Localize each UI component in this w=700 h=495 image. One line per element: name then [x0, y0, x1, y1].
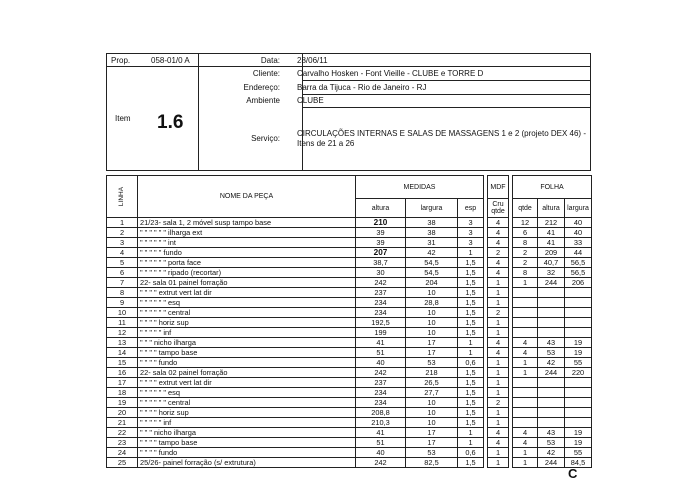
cell-folha-largura	[565, 398, 592, 408]
cell-folha-altura	[538, 328, 565, 338]
cell-folha-qtde: 2	[513, 258, 538, 268]
cell-esp: 1,5	[458, 408, 484, 418]
cell-linha: 15	[107, 358, 138, 368]
table-row	[107, 298, 592, 308]
header-block	[106, 53, 591, 171]
endereco-label: Endereço:	[243, 83, 280, 92]
cell-altura: 207	[356, 248, 406, 258]
cell-cru-qtde: 1	[488, 378, 509, 388]
cell-nome: " " " " horiz sup	[138, 318, 356, 328]
cell-nome: " " " " " inf	[138, 328, 356, 338]
col-header-mdf: MDF	[488, 176, 509, 199]
cell-folha-largura	[565, 388, 592, 398]
cell-folha-altura: 244	[538, 458, 565, 468]
table-row	[107, 228, 592, 238]
cell-folha-qtde: 2	[513, 248, 538, 258]
cell-folha-largura	[565, 288, 592, 298]
cell-esp: 1	[458, 338, 484, 348]
cell-folha-largura: 55	[565, 448, 592, 458]
cell-folha-largura: 19	[565, 438, 592, 448]
cell-folha-largura: 55	[565, 358, 592, 368]
cell-folha-largura: 19	[565, 428, 592, 438]
cell-largura: 10	[406, 328, 458, 338]
cell-nome: " " " " " " central	[138, 308, 356, 318]
cell-folha-altura	[538, 298, 565, 308]
cell-largura: 82,5	[406, 458, 458, 468]
cell-cru-qtde: 4	[488, 438, 509, 448]
cell-nome: " " " " horiz sup	[138, 408, 356, 418]
endereco-value: Barra da Tijuca - Rio de Janeiro - RJ	[297, 83, 427, 92]
cell-linha: 22	[107, 428, 138, 438]
cell-altura: 234	[356, 398, 406, 408]
cell-cru-qtde: 1	[488, 328, 509, 338]
cell-cru-qtde: 1	[488, 388, 509, 398]
cell-folha-altura: 212	[538, 218, 565, 228]
cell-linha: 23	[107, 438, 138, 448]
cell-altura: 237	[356, 378, 406, 388]
cell-folha-qtde: 4	[513, 338, 538, 348]
cell-linha: 10	[107, 308, 138, 318]
cell-cru-qtde: 4	[488, 268, 509, 278]
sub-header-qtde: qtde	[513, 199, 538, 218]
cell-folha-altura	[538, 308, 565, 318]
cell-folha-qtde: 1	[513, 358, 538, 368]
cell-nome: 25/26- painel forração (s/ extrutura)	[138, 458, 356, 468]
cell-folha-qtde	[513, 318, 538, 328]
cell-esp: 3	[458, 228, 484, 238]
cell-altura: 192,5	[356, 318, 406, 328]
cell-cru-qtde: 4	[488, 338, 509, 348]
col-header-medidas: MEDIDAS	[356, 176, 484, 199]
cell-nome: " " " " fundo	[138, 358, 356, 368]
cell-folha-altura: 32	[538, 268, 565, 278]
cell-largura: 17	[406, 338, 458, 348]
cell-largura: 10	[406, 408, 458, 418]
cell-cru-qtde: 2	[488, 308, 509, 318]
cell-folha-qtde	[513, 418, 538, 428]
cell-largura: 53	[406, 358, 458, 368]
cell-esp: 1	[458, 438, 484, 448]
cell-nome: " " " " " " esq	[138, 298, 356, 308]
cell-linha: 16	[107, 368, 138, 378]
cell-esp: 1,5	[458, 288, 484, 298]
cell-nome: " " " " tampo base	[138, 438, 356, 448]
table-row	[107, 318, 592, 328]
cell-folha-largura	[565, 298, 592, 308]
table-row	[107, 418, 592, 428]
table-row	[107, 388, 592, 398]
cell-folha-altura	[538, 418, 565, 428]
cell-nome: " " " " tampo base	[138, 348, 356, 358]
parts-table	[106, 175, 592, 468]
table-row	[107, 328, 592, 338]
cell-folha-largura: 206	[565, 278, 592, 288]
cell-nome: " " " " " inf	[138, 418, 356, 428]
cell-folha-largura: 44	[565, 248, 592, 258]
cell-folha-qtde	[513, 388, 538, 398]
cell-linha: 21	[107, 418, 138, 428]
cell-altura: 210,3	[356, 418, 406, 428]
cell-folha-largura: 40	[565, 228, 592, 238]
data-label: Data:	[260, 56, 280, 65]
cell-esp: 0,6	[458, 358, 484, 368]
cell-folha-largura: 56,5	[565, 268, 592, 278]
cell-cru-qtde: 1	[488, 458, 509, 468]
cell-folha-altura: 41	[538, 238, 565, 248]
cell-esp: 1,5	[458, 418, 484, 428]
cell-esp: 1,5	[458, 318, 484, 328]
cell-altura: 234	[356, 298, 406, 308]
cell-folha-altura	[538, 408, 565, 418]
cell-largura: 54,5	[406, 258, 458, 268]
cell-folha-qtde: 1	[513, 368, 538, 378]
cell-cru-qtde: 1	[488, 298, 509, 308]
cell-altura: 237	[356, 288, 406, 298]
cell-altura: 40	[356, 448, 406, 458]
cell-largura: 10	[406, 398, 458, 408]
cell-linha: 1	[107, 218, 138, 228]
cell-esp: 1,5	[458, 378, 484, 388]
cell-largura: 10	[406, 308, 458, 318]
cell-folha-largura: 220	[565, 368, 592, 378]
cell-folha-qtde	[513, 308, 538, 318]
cell-altura: 242	[356, 278, 406, 288]
cell-altura: 199	[356, 328, 406, 338]
cell-largura: 54,5	[406, 268, 458, 278]
table-row	[107, 358, 592, 368]
cell-esp: 1,5	[458, 458, 484, 468]
sub-header-cru-qtde: Cru qtde	[488, 199, 509, 218]
cell-nome: " " " nicho ilharga	[138, 338, 356, 348]
table-row	[107, 308, 592, 318]
cell-folha-qtde: 1	[513, 448, 538, 458]
cell-nome: " " " " extrut vert lat dir	[138, 378, 356, 388]
cell-largura: 17	[406, 428, 458, 438]
cell-largura: 31	[406, 238, 458, 248]
prop-label: Prop.	[111, 56, 131, 65]
cell-largura: 10	[406, 318, 458, 328]
table-row	[107, 238, 592, 248]
cell-altura: 210	[356, 218, 406, 228]
cell-folha-altura: 42	[538, 358, 565, 368]
table-row	[107, 218, 592, 228]
cell-folha-largura	[565, 328, 592, 338]
cell-altura: 40	[356, 358, 406, 368]
cell-cru-qtde: 4	[488, 228, 509, 238]
table-row	[107, 438, 592, 448]
page-mark: C	[568, 466, 578, 481]
cell-nome: " " " " extrut vert lat dir	[138, 288, 356, 298]
cell-folha-qtde: 6	[513, 228, 538, 238]
cell-largura: 38	[406, 228, 458, 238]
cell-nome: " " " " " " int	[138, 238, 356, 248]
cell-folha-qtde: 4	[513, 438, 538, 448]
table-row	[107, 448, 592, 458]
cell-nome: " " " " " " central	[138, 398, 356, 408]
cell-nome: 21/23- sala 1, 2 móvel susp tampo base	[138, 218, 356, 228]
cell-cru-qtde: 2	[488, 398, 509, 408]
table-row	[107, 348, 592, 358]
cell-linha: 6	[107, 268, 138, 278]
cell-largura: 218	[406, 368, 458, 378]
ambiente-label: Ambiente	[246, 96, 280, 105]
cell-nome: " " " " " " porta face	[138, 258, 356, 268]
cell-folha-largura	[565, 408, 592, 418]
cell-esp: 1,5	[458, 278, 484, 288]
cell-folha-qtde: 4	[513, 348, 538, 358]
cell-folha-altura: 244	[538, 278, 565, 288]
cell-altura: 234	[356, 308, 406, 318]
sub-header-folha-altura: altura	[538, 199, 565, 218]
cell-nome: 22- sala 01 painel forração	[138, 278, 356, 288]
table-row	[107, 338, 592, 348]
cell-folha-largura: 56,5	[565, 258, 592, 268]
cell-linha: 19	[107, 398, 138, 408]
cell-folha-altura	[538, 398, 565, 408]
cell-folha-altura: 42	[538, 448, 565, 458]
cell-altura: 41	[356, 428, 406, 438]
cell-esp: 3	[458, 218, 484, 228]
cell-altura: 208,8	[356, 408, 406, 418]
cell-folha-qtde: 8	[513, 238, 538, 248]
cell-largura: 204	[406, 278, 458, 288]
cell-folha-qtde	[513, 398, 538, 408]
cell-cru-qtde: 4	[488, 258, 509, 268]
cell-largura: 17	[406, 348, 458, 358]
cell-esp: 1,5	[458, 388, 484, 398]
cell-linha: 4	[107, 248, 138, 258]
cell-largura: 27,7	[406, 388, 458, 398]
cell-folha-largura: 84,5	[565, 458, 592, 468]
sub-header-folha-largura: largura	[565, 199, 592, 218]
cell-nome: " " " nicho ilharga	[138, 428, 356, 438]
cell-altura: 30	[356, 268, 406, 278]
table-row	[107, 408, 592, 418]
cell-altura: 51	[356, 438, 406, 448]
cell-esp: 1,5	[458, 368, 484, 378]
ambiente-value: CLUBE	[297, 96, 324, 105]
cell-folha-largura: 33	[565, 238, 592, 248]
table-row	[107, 428, 592, 438]
cell-esp: 1,5	[458, 328, 484, 338]
table-row	[107, 278, 592, 288]
cell-altura: 242	[356, 368, 406, 378]
table-row	[107, 378, 592, 388]
cell-folha-altura: 41	[538, 228, 565, 238]
data-value: 28/06/11	[297, 56, 328, 65]
cell-folha-altura	[538, 288, 565, 298]
table-row	[107, 268, 592, 278]
cell-esp: 1	[458, 348, 484, 358]
table-row	[107, 288, 592, 298]
cell-cru-qtde: 1	[488, 448, 509, 458]
cell-linha: 17	[107, 378, 138, 388]
cell-largura: 10	[406, 418, 458, 428]
cell-nome: " " " " " " esq	[138, 388, 356, 398]
cell-esp: 1,5	[458, 258, 484, 268]
cell-folha-qtde	[513, 328, 538, 338]
cell-cru-qtde: 1	[488, 368, 509, 378]
cell-linha: 2	[107, 228, 138, 238]
cell-folha-largura	[565, 378, 592, 388]
cell-altura: 39	[356, 238, 406, 248]
cell-linha: 5	[107, 258, 138, 268]
cell-largura: 38	[406, 218, 458, 228]
cell-cru-qtde: 4	[488, 238, 509, 248]
cell-cru-qtde: 1	[488, 358, 509, 368]
table-row	[107, 398, 592, 408]
cell-largura: 42	[406, 248, 458, 258]
cell-linha: 9	[107, 298, 138, 308]
cell-folha-largura	[565, 318, 592, 328]
cell-esp: 0,6	[458, 448, 484, 458]
cell-esp: 3	[458, 238, 484, 248]
cell-esp: 1,5	[458, 298, 484, 308]
cell-esp: 1	[458, 248, 484, 258]
cell-folha-largura: 19	[565, 338, 592, 348]
cell-cru-qtde: 4	[488, 218, 509, 228]
cell-folha-qtde	[513, 288, 538, 298]
cell-folha-altura: 40,7	[538, 258, 565, 268]
cell-altura: 41	[356, 338, 406, 348]
cell-altura: 38,7	[356, 258, 406, 268]
cell-esp: 1,5	[458, 308, 484, 318]
servico-line-2: Itens de 21 a 26	[297, 139, 355, 148]
col-header-nome: NOME DA PEÇA	[138, 176, 356, 218]
cell-largura: 26,5	[406, 378, 458, 388]
cell-folha-altura	[538, 378, 565, 388]
cell-esp: 1,5	[458, 268, 484, 278]
cell-folha-largura	[565, 418, 592, 428]
cell-linha: 3	[107, 238, 138, 248]
cell-nome: " " " " " " ilharga ext	[138, 228, 356, 238]
cell-folha-largura	[565, 308, 592, 318]
cell-linha: 18	[107, 388, 138, 398]
cell-largura: 53	[406, 448, 458, 458]
cell-largura: 17	[406, 438, 458, 448]
col-header-linha: LINHA	[107, 176, 138, 218]
table-row	[107, 368, 592, 378]
cell-folha-qtde: 8	[513, 268, 538, 278]
cell-nome: 22- sala 02 painel forração	[138, 368, 356, 378]
cell-folha-altura: 53	[538, 438, 565, 448]
cell-folha-qtde	[513, 408, 538, 418]
cell-folha-qtde	[513, 378, 538, 388]
cell-cru-qtde: 4	[488, 348, 509, 358]
cell-folha-qtde: 12	[513, 218, 538, 228]
cell-cru-qtde: 1	[488, 288, 509, 298]
cell-cru-qtde: 1	[488, 408, 509, 418]
table-row	[107, 248, 592, 258]
cell-largura: 28,8	[406, 298, 458, 308]
cell-cru-qtde: 1	[488, 418, 509, 428]
cell-folha-qtde	[513, 298, 538, 308]
sub-header-largura: largura	[406, 199, 458, 218]
cell-largura: 10	[406, 288, 458, 298]
sub-header-esp: esp	[458, 199, 484, 218]
cell-folha-altura: 43	[538, 338, 565, 348]
cell-linha: 25	[107, 458, 138, 468]
item-value: 1.6	[157, 112, 184, 133]
cell-cru-qtde: 1	[488, 318, 509, 328]
cell-folha-largura: 40	[565, 218, 592, 228]
cell-linha: 11	[107, 318, 138, 328]
cell-linha: 20	[107, 408, 138, 418]
cell-linha: 24	[107, 448, 138, 458]
cell-folha-altura: 53	[538, 348, 565, 358]
cell-altura: 39	[356, 228, 406, 238]
cliente-label: Cliente:	[252, 69, 280, 78]
table-row	[107, 258, 592, 268]
cell-nome: " " " " fundo	[138, 448, 356, 458]
servico-line-1: CIRCULAÇÕES INTERNAS E SALAS DE MASSAGENS 1 e 2 (projeto DEX 46) -	[297, 129, 586, 138]
prop-value: 058-01/0 A	[151, 56, 190, 65]
cell-altura: 234	[356, 388, 406, 398]
cell-folha-qtde: 1	[513, 458, 538, 468]
cell-folha-largura: 19	[565, 348, 592, 358]
cell-nome: " " " " " fundo	[138, 248, 356, 258]
sub-header-altura: altura	[356, 199, 406, 218]
cell-linha: 14	[107, 348, 138, 358]
cell-folha-qtde: 4	[513, 428, 538, 438]
cell-altura: 242	[356, 458, 406, 468]
cell-esp: 1	[458, 428, 484, 438]
cell-folha-altura: 244	[538, 368, 565, 378]
item-label: Item	[115, 114, 131, 123]
cell-folha-altura	[538, 318, 565, 328]
cell-folha-qtde: 1	[513, 278, 538, 288]
cell-esp: 1,5	[458, 398, 484, 408]
cell-folha-altura: 209	[538, 248, 565, 258]
cell-folha-altura	[538, 388, 565, 398]
servico-label: Serviço:	[251, 134, 280, 143]
cell-nome: " " " " " " ripado (recortar)	[138, 268, 356, 278]
table-row	[107, 458, 592, 468]
cell-cru-qtde: 4	[488, 428, 509, 438]
cell-linha: 12	[107, 328, 138, 338]
cell-linha: 13	[107, 338, 138, 348]
col-header-folha: FOLHA	[513, 176, 592, 199]
cell-cru-qtde: 2	[488, 248, 509, 258]
cell-linha: 8	[107, 288, 138, 298]
cell-altura: 51	[356, 348, 406, 358]
cell-cru-qtde: 1	[488, 278, 509, 288]
cliente-value: Carvalho Hosken - Font Vieille - CLUBE e TORRE D	[297, 69, 484, 78]
cell-linha: 7	[107, 278, 138, 288]
cell-folha-altura: 43	[538, 428, 565, 438]
